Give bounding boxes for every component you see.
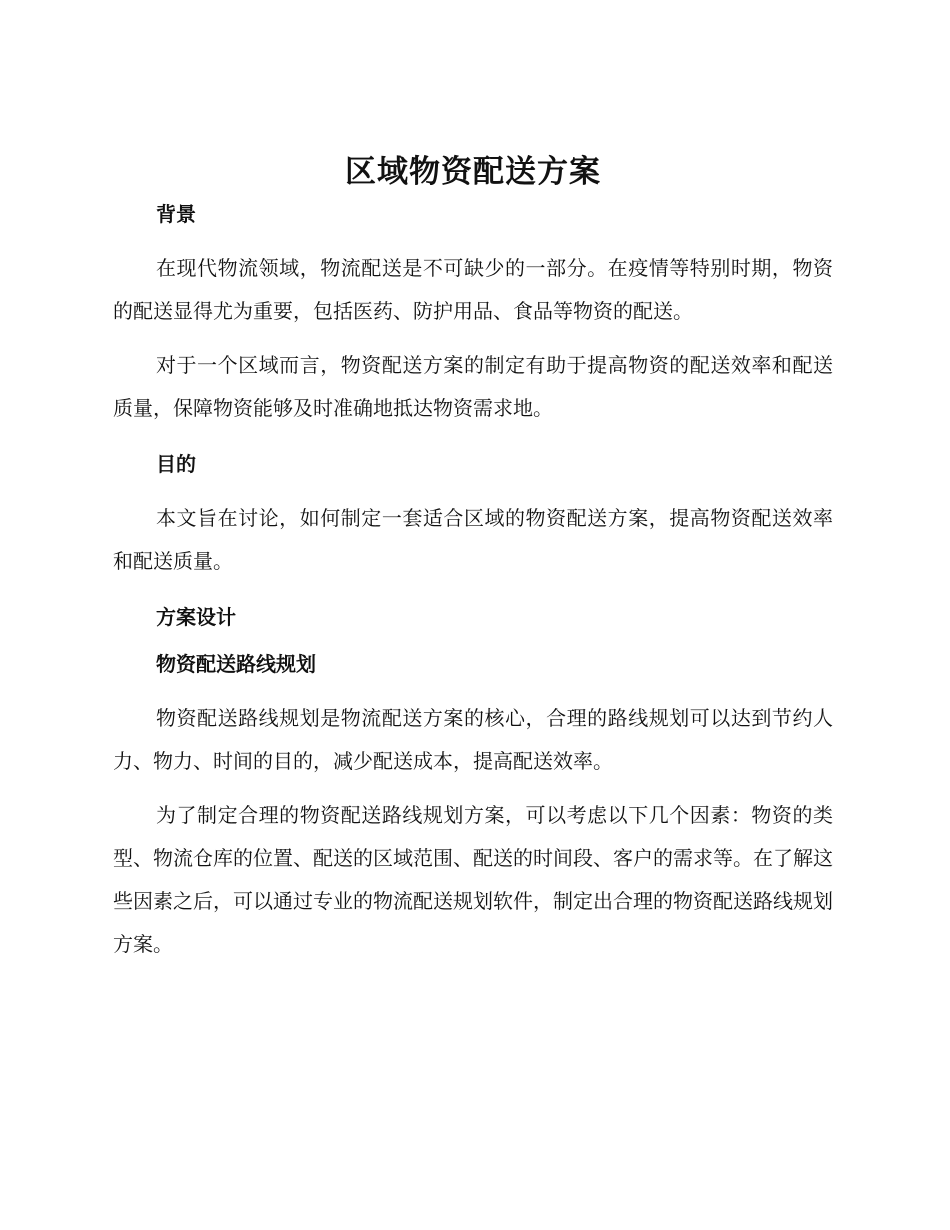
purpose-paragraph-1: 本文旨在讨论，如何制定一套适合区域的物资配送方案，提高物资配送效率和配送质量。: [113, 506, 833, 573]
route-planning-paragraph-2: 为了制定合理的物资配送路线规划方案，可以考虑以下几个因素：物资的类型、物流仓库的位置、配送的区域范围、配送的时间段、客户的需求等。在了解这些因素之后，可以通过专业的物流配送规划软件，制定出合理的物资配送路线规划方案。: [113, 803, 833, 956]
document-content: [113, 150, 833, 977]
section-heading-design: 方案设计: [156, 605, 236, 629]
section-heading-purpose: 目的: [156, 452, 196, 476]
background-paragraph-2: 对于一个区域而言，物资配送方案的制定有助于提高物资的配送效率和配送质量，保障物资能够及时准确地抵达物资需求地。: [113, 353, 833, 420]
section-heading-background: 背景: [156, 202, 196, 226]
section-heading-route-planning: 物资配送路线规划: [156, 652, 316, 676]
background-paragraph-1: 在现代物流领域，物流配送是不可缺少的一部分。在疫情等特别时期，物资的配送显得尤为重要，包括医药、防护用品、食品等物资的配送。: [113, 256, 833, 323]
document-title: 区域物资配送方案: [345, 154, 601, 190]
route-planning-paragraph-1: 物资配送路线规划是物流配送方案的核心，合理的路线规划可以达到节约人力、物力、时间的目的，减少配送成本，提高配送效率。: [113, 706, 833, 773]
